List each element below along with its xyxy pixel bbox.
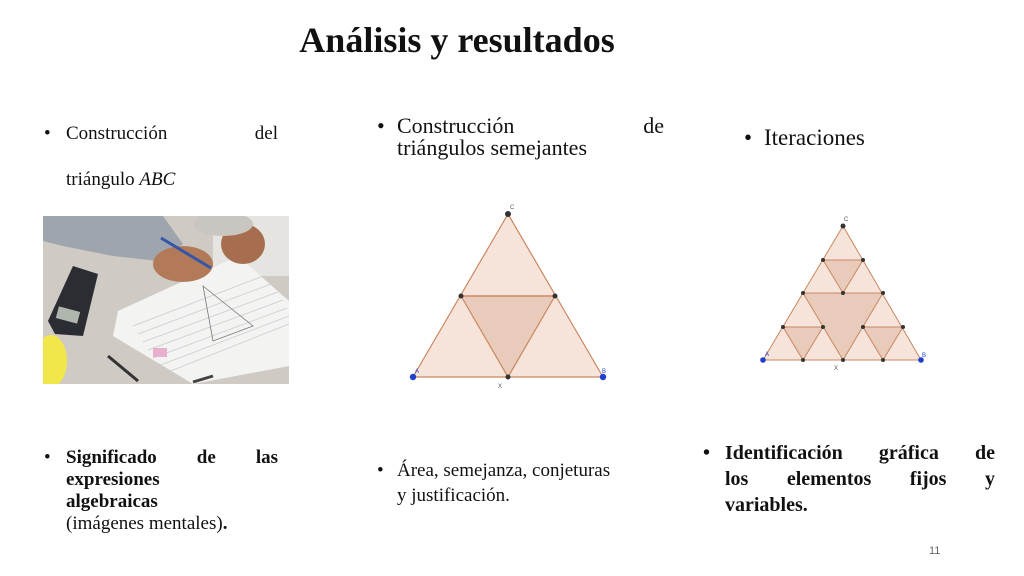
slide-title: Análisis y resultados (299, 20, 615, 60)
bullet-dot: • (703, 442, 711, 464)
student-photo (43, 216, 289, 384)
student-photo-drawing (43, 216, 289, 384)
bullet-line-1: Construcción del (66, 123, 278, 144)
label-x: X (834, 366, 839, 372)
bullet-line-1: Significado de las (66, 447, 278, 468)
point-a (760, 357, 766, 363)
midpoint-x (506, 375, 511, 380)
bullet-line-1: Identificación gráfica de (725, 442, 995, 464)
bullet-period: . (222, 513, 228, 534)
bullet-dot: • (44, 447, 51, 468)
bullet-significado-expresiones (44, 447, 278, 535)
midpoint (553, 294, 558, 299)
bullet-line-3: variables. (725, 494, 808, 516)
bullet-dot: • (377, 460, 384, 481)
bullet-iteraciones (744, 124, 964, 152)
similar-triangles-figure (405, 200, 615, 395)
label-a: A (765, 352, 770, 358)
label-b: B (602, 369, 607, 375)
bullet-line-1: Área, semejanza, conjeturas (397, 460, 611, 481)
page-number: 11 (929, 545, 941, 557)
iterations-triangle-figure (755, 212, 935, 374)
bullet-dot: • (44, 123, 51, 144)
bullet-text: (imágenes mentales) (66, 513, 223, 534)
label-c: C (844, 217, 849, 223)
point-c (505, 211, 511, 217)
bullet-line-2: los elementos fijos y (725, 468, 995, 490)
label-b: B (922, 353, 927, 359)
bullet-identificacion-grafica (703, 440, 995, 518)
bullet-line-2: triángulos semejantes (397, 135, 588, 160)
bullet-line-2: y justificación. (397, 485, 510, 506)
bullet-line-2 (66, 168, 278, 191)
bullet-text: triángulo (66, 169, 135, 190)
triangle-name: ABC (139, 169, 176, 190)
bullet-area-semejanza (377, 458, 664, 508)
bullet-construccion-abc (44, 122, 278, 191)
midpoint (459, 294, 464, 299)
bullet-line-2: expresiones (66, 469, 160, 490)
bullet-line-3: algebraicas (66, 491, 158, 512)
bullet-dot: • (377, 113, 385, 138)
bullet-dot: • (744, 125, 753, 150)
label-c: C (510, 205, 515, 211)
bullet-text: Iteraciones (764, 125, 865, 150)
label-x: X (498, 384, 503, 390)
label-a: A (415, 369, 420, 375)
bullet-triangulos-semejantes (377, 113, 664, 160)
bullet-line-1: Construcción de (397, 115, 664, 137)
bullet-line-4 (66, 513, 278, 535)
